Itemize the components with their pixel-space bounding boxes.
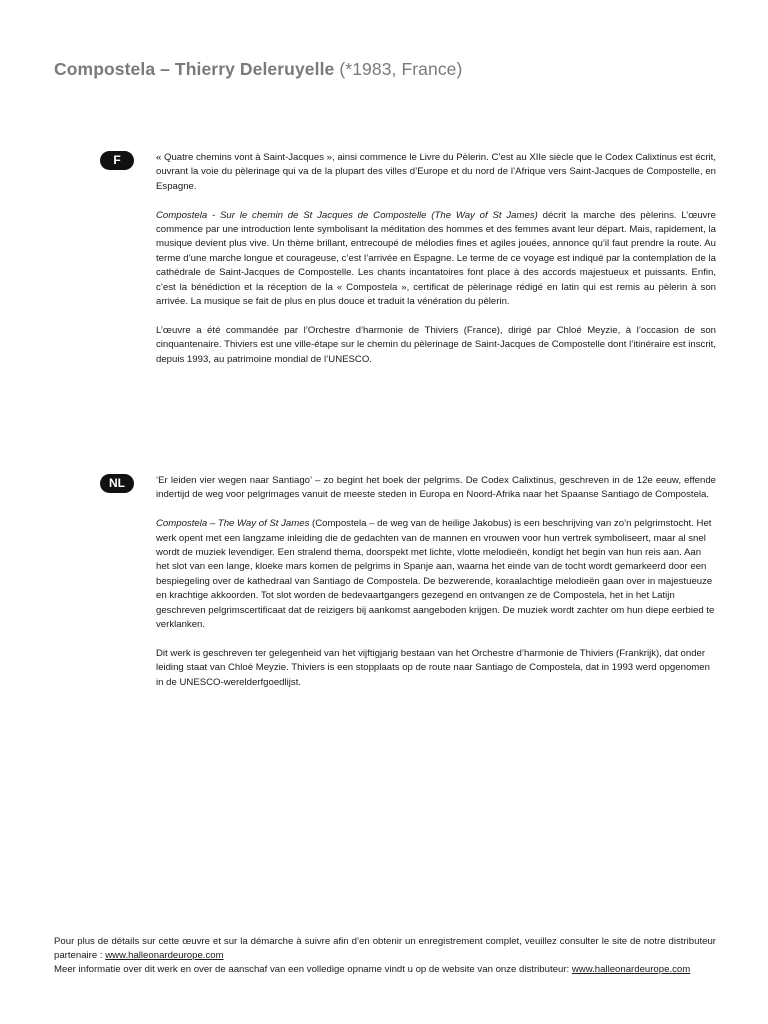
title-subtitle: (*1983, France): [339, 59, 463, 79]
work-title-italic: Compostela – The Way of St James: [156, 518, 310, 530]
footer: [54, 935, 716, 976]
footer-nl: [54, 963, 716, 977]
footer-fr-text: Pour plus de détails sur cette œuvre et sur la démarche à suivre afin d’en obtenir un enregistrement complet, veuillez consulter le site de notre distributeur partenaire :: [54, 936, 716, 961]
section-text-fr: [156, 151, 716, 367]
language-badge-fr: F: [100, 151, 134, 170]
title-main: Compostela – Thierry Deleruyelle: [54, 59, 335, 79]
page-title: [54, 59, 462, 80]
paragraph: ‘Er leiden vier wegen naar Santiago’ – zo begint het boek der pelgrims. De Codex Calixtinus, geschreven in de 12e eeuw, effende indertijd de weg voor pelgrimages vanuit de meeste steden in Europa en Noord-Afrika naar het Spaanse Santiago de Compostela.: [156, 475, 716, 501]
footer-nl-text: Meer informatie over dit werk en over de aanschaf van een volledige opname vindt u op de website van onze distributeur:: [54, 963, 572, 975]
distributor-link-fr[interactable]: www.halleonardeurope.com: [105, 949, 224, 961]
paragraph: [156, 517, 716, 632]
work-title-italic: Compostela - Sur le chemin de St Jacques de Compostelle (The Way of St James): [156, 209, 538, 221]
paragraph: L’œuvre a été commandée par l’Orchestre d’harmonie de Thiviers (France), dirigé par Chloé Meyzie, à l’occasion de son cinquantenaire. Thiviers est une ville-étape sur le chemin du pèlerinage de Saint-Jacques de Compostelle dont l’itinéraire est inscrit, depuis 1993, au patrimoine mondial de l’UNESCO.: [156, 324, 716, 365]
paragraph-body: (Compostela – de weg van de heilige Jakobus) is een beschrijving van zo’n pelgrimstocht. Het werk opent met een langzame inleiding die de gedachten van de mannen en vrouwen voor hun vertrek symboliseert, maar al snel wordt de muziek levendiger. Een stralend thema, doorspekt met lichte, vlotte melodieën, kondigt het begin van hun reis aan. Aan het slot van een lange, kloeke mars komen de pelgrims in Spanje aan, waarna het einde van de tocht wordt gemarkeerd door een bespiegeling over de kathedraal van Santiago de Compostela. De bezwerende, koraalachtige melodieën gaan over in majestueuze en krachtige akkoorden. Tot slot worden de bedevaartgangers gezegend en ontvangen ze de Compostela, het in het Latijn geschreven pelgrimscertificaat dat de reizigers bij aankomst aangeboden krijgen. De muziek wordt zachter om hun diepe eerbied te verklanken.: [156, 518, 715, 631]
footer-fr: [54, 935, 716, 963]
language-badge-nl: NL: [100, 474, 134, 493]
paragraph: « Quatre chemins vont à Saint-Jacques », ainsi commence le Livre du Pèlerin. C’est au XIIe siècle que le Codex Calixtinus est écrit, ouvrant la voie du pèlerinage qui va de la plupart des villes d’Europe et du nord de l’Afrique vers Saint-Jacques de Compostelle, en Espagne.: [156, 152, 716, 192]
section-french: [100, 151, 716, 367]
section-text-nl: [156, 474, 716, 690]
paragraph-body: décrit la marche des pèlerins. L’œuvre commence par une introduction lente symbolisant la méditation des hommes et des femmes avant leur départ. Mais, rapidement, la musique devient plus vive. Un thème brillant, entrecoupé de mélodies fines et agiles jouées, annonce qu’il faut prendre la route. Au terme d’une marche longue et courageuse, c’est l’arrivée en Espagne. Le terme de ce voyage est indiqué par la contemplation de la cathédrale de Saint-Jacques de Compostelle. Les chants incantatoires font place à des accords majestueux et puissants. Enfin, c’est la bénédiction et la réception de la « Compostela », certificat de pèlerinage rédigé en latin qui est remis au pèlerin à son arrivée. La musique se fait de plus en plus douce et traduit la vénération du pèlerin.: [156, 209, 717, 308]
paragraph: [156, 209, 716, 310]
paragraph: Dit werk is geschreven ter gelegenheid van het vijftigjarig bestaan van het Orchestre d’harmonie de Thiviers (Frankrijk), dat onder leiding staat van Chloé Meyzie. Thiviers is een stopplaats op de route naar Santiago de Compostela, dat in 1993 werd opgenomen in de UNESCO-werelderfgoedlijst.: [156, 647, 710, 688]
distributor-link-nl[interactable]: www.halleonardeurope.com: [571, 963, 691, 975]
section-dutch: [100, 474, 716, 690]
